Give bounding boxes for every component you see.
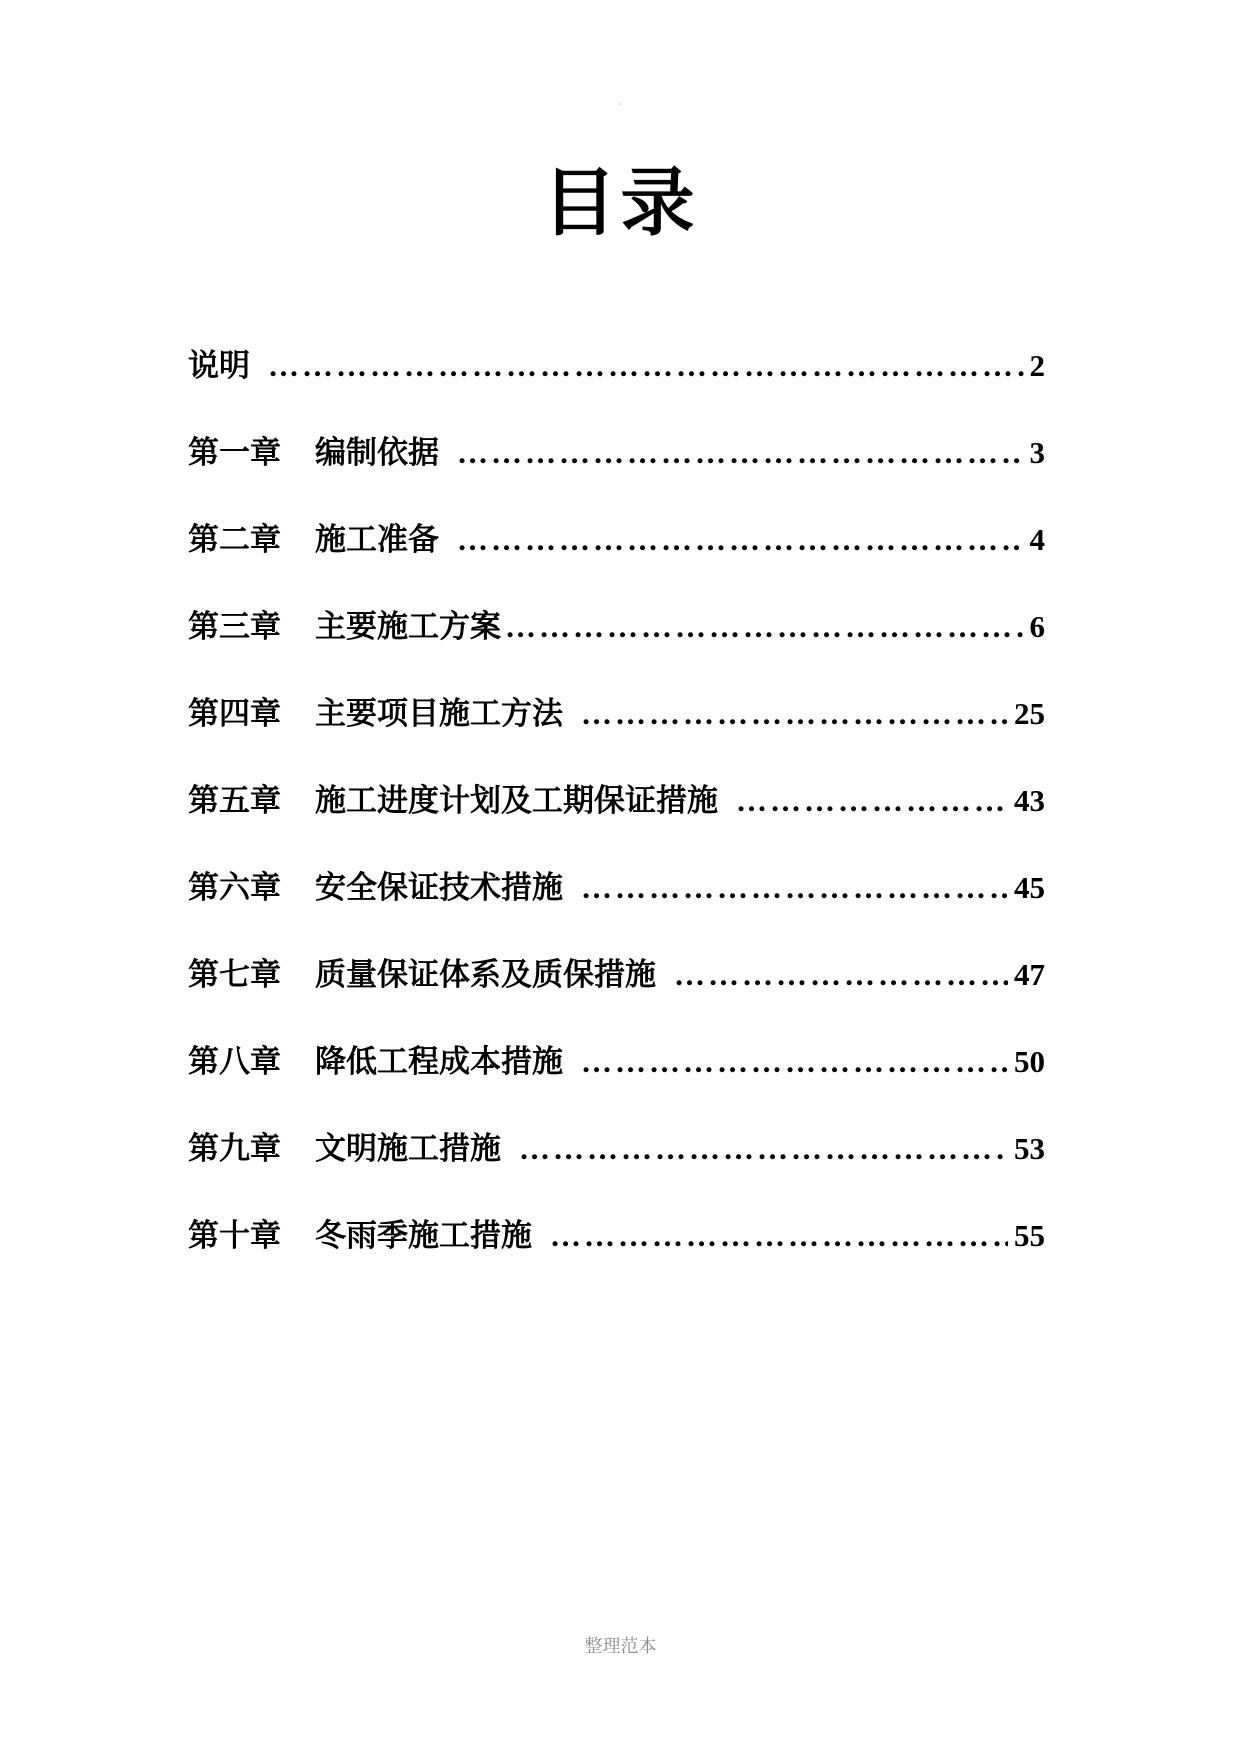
toc-leader-dots [505, 609, 1024, 645]
toc-page-number: 4 [1029, 522, 1045, 557]
toc-heading: 降低工程成本措施 [315, 1044, 563, 1080]
toc-leader-dots [550, 1218, 1008, 1254]
toc-heading: 说明 [188, 348, 250, 384]
toc-page-number: 3 [1029, 435, 1045, 470]
toc-heading: 施工进度计划及工期保证措施 [315, 783, 718, 819]
toc-leader-dots [457, 522, 1024, 558]
toc-leader-dots [581, 696, 1008, 732]
toc-leader-dots [268, 348, 1024, 384]
toc-entry-chapter-1[interactable] [188, 427, 1045, 514]
toc-leader-dots [674, 957, 1008, 993]
toc-leader-dots [736, 783, 1008, 819]
toc-page-number: 25 [1014, 696, 1045, 731]
toc-entry-chapter-7[interactable] [188, 949, 1045, 1036]
toc-heading: 文明施工措施 [315, 1131, 501, 1167]
toc-entry-chapter-2[interactable] [188, 514, 1045, 601]
toc-entry-preface[interactable] [188, 340, 1045, 427]
toc-chapter-label: 第二章 [188, 522, 281, 558]
toc-entry-chapter-6[interactable] [188, 862, 1045, 949]
toc-page-number: 50 [1014, 1044, 1045, 1079]
toc-page-number: 6 [1029, 609, 1045, 644]
toc-chapter-label: 第七章 [188, 957, 281, 993]
toc-heading: 冬雨季施工措施 [315, 1218, 532, 1254]
toc-page-number: 43 [1014, 783, 1045, 818]
toc-entry-chapter-3[interactable] [188, 601, 1045, 688]
page-title: 目录 [542, 160, 699, 246]
toc-chapter-label: 第八章 [188, 1044, 281, 1080]
toc-leader-dots [457, 435, 1024, 471]
toc-heading: 主要项目施工方法 [315, 696, 563, 732]
toc-page-number: 45 [1014, 870, 1045, 905]
toc-entry-chapter-5[interactable] [188, 775, 1045, 862]
toc-heading: 主要施工方案 [315, 609, 501, 645]
table-of-contents [188, 340, 1045, 1297]
toc-entry-chapter-9[interactable] [188, 1123, 1045, 1210]
toc-chapter-label: 第三章 [188, 609, 281, 645]
toc-heading: 施工准备 [315, 522, 439, 558]
toc-page-number: 47 [1014, 957, 1045, 992]
toc-chapter-label: 第九章 [188, 1131, 281, 1167]
toc-chapter-label: 第十章 [188, 1218, 281, 1254]
toc-entry-chapter-8[interactable] [188, 1036, 1045, 1123]
toc-chapter-label: 第五章 [188, 783, 281, 819]
toc-chapter-label: 第六章 [188, 870, 281, 906]
toc-heading: 安全保证技术措施 [315, 870, 563, 906]
page-footer: 整理范本 [584, 1636, 657, 1657]
toc-heading: 编制依据 [315, 435, 439, 471]
header-mark: · [619, 100, 622, 109]
toc-chapter-label: 第四章 [188, 696, 281, 732]
toc-entry-chapter-10[interactable] [188, 1210, 1045, 1297]
toc-page-number: 53 [1014, 1131, 1045, 1166]
toc-chapter-label: 第一章 [188, 435, 281, 471]
toc-heading: 质量保证体系及质保措施 [315, 957, 656, 993]
toc-leader-dots [519, 1131, 1008, 1167]
toc-entry-chapter-4[interactable] [188, 688, 1045, 775]
toc-page-number: 55 [1014, 1218, 1045, 1253]
toc-leader-dots [581, 870, 1008, 906]
toc-page-number: 2 [1029, 348, 1045, 383]
toc-leader-dots [581, 1044, 1008, 1080]
